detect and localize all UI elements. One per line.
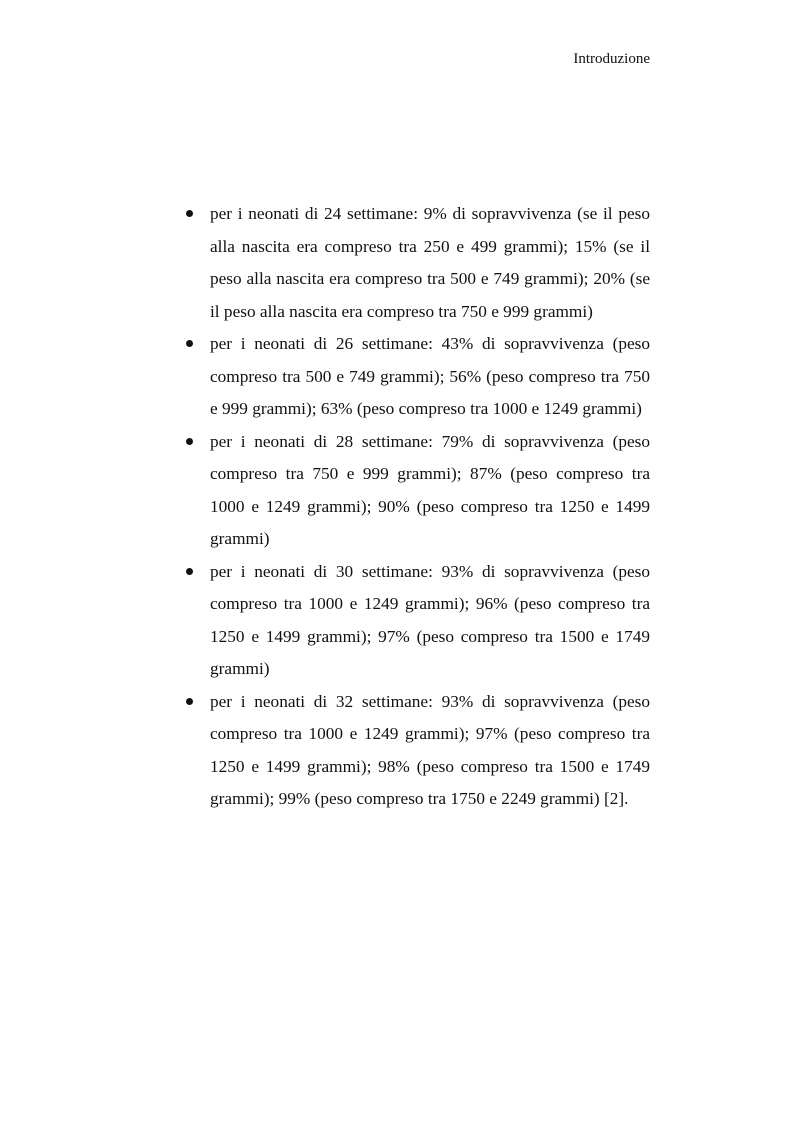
list-item-28-weeks: per i neonati di 28 settimane: 79% di sopravvivenza (peso compreso tra 750 e 999 grammi); 87% (peso compreso tra 1000 e 1249 grammi); 90% (peso compreso tra 1250 e 1499 grammi) <box>210 426 650 556</box>
list-item-26-weeks: per i neonati di 26 settimane: 43% di sopravvivenza (peso compreso tra 500 e 749 grammi); 56% (peso compreso tra 750 e 999 grammi); 63% (peso compreso tra 1000 e 1249 grammi) <box>210 328 650 426</box>
list-item-32-weeks: per i neonati di 32 settimane: 93% di sopravvivenza (peso compreso tra 1000 e 1249 grammi); 97% (peso compreso tra 1250 e 1499 grammi); 98% (peso compreso tra 1500 e 1749 grammi); 99% (peso compreso tra 1750 e 2249 grammi) [2]. <box>210 686 650 816</box>
running-header-title: Introduzione <box>573 51 650 67</box>
survival-rate-list <box>210 198 650 816</box>
list-item-30-weeks: per i neonati di 30 settimane: 93% di sopravvivenza (peso compreso tra 1000 e 1249 grammi); 96% (peso compreso tra 1250 e 1499 grammi); 97% (peso compreso tra 1500 e 1749 grammi) <box>210 556 650 686</box>
list-item-24-weeks: per i neonati di 24 settimane: 9% di sopravvivenza (se il peso alla nascita era compreso tra 250 e 499 grammi); 15% (se il peso alla nascita era compreso tra 500 e 749 grammi); 20% (se il peso alla nascita era compreso tra 750 e 999 grammi) <box>210 198 650 328</box>
